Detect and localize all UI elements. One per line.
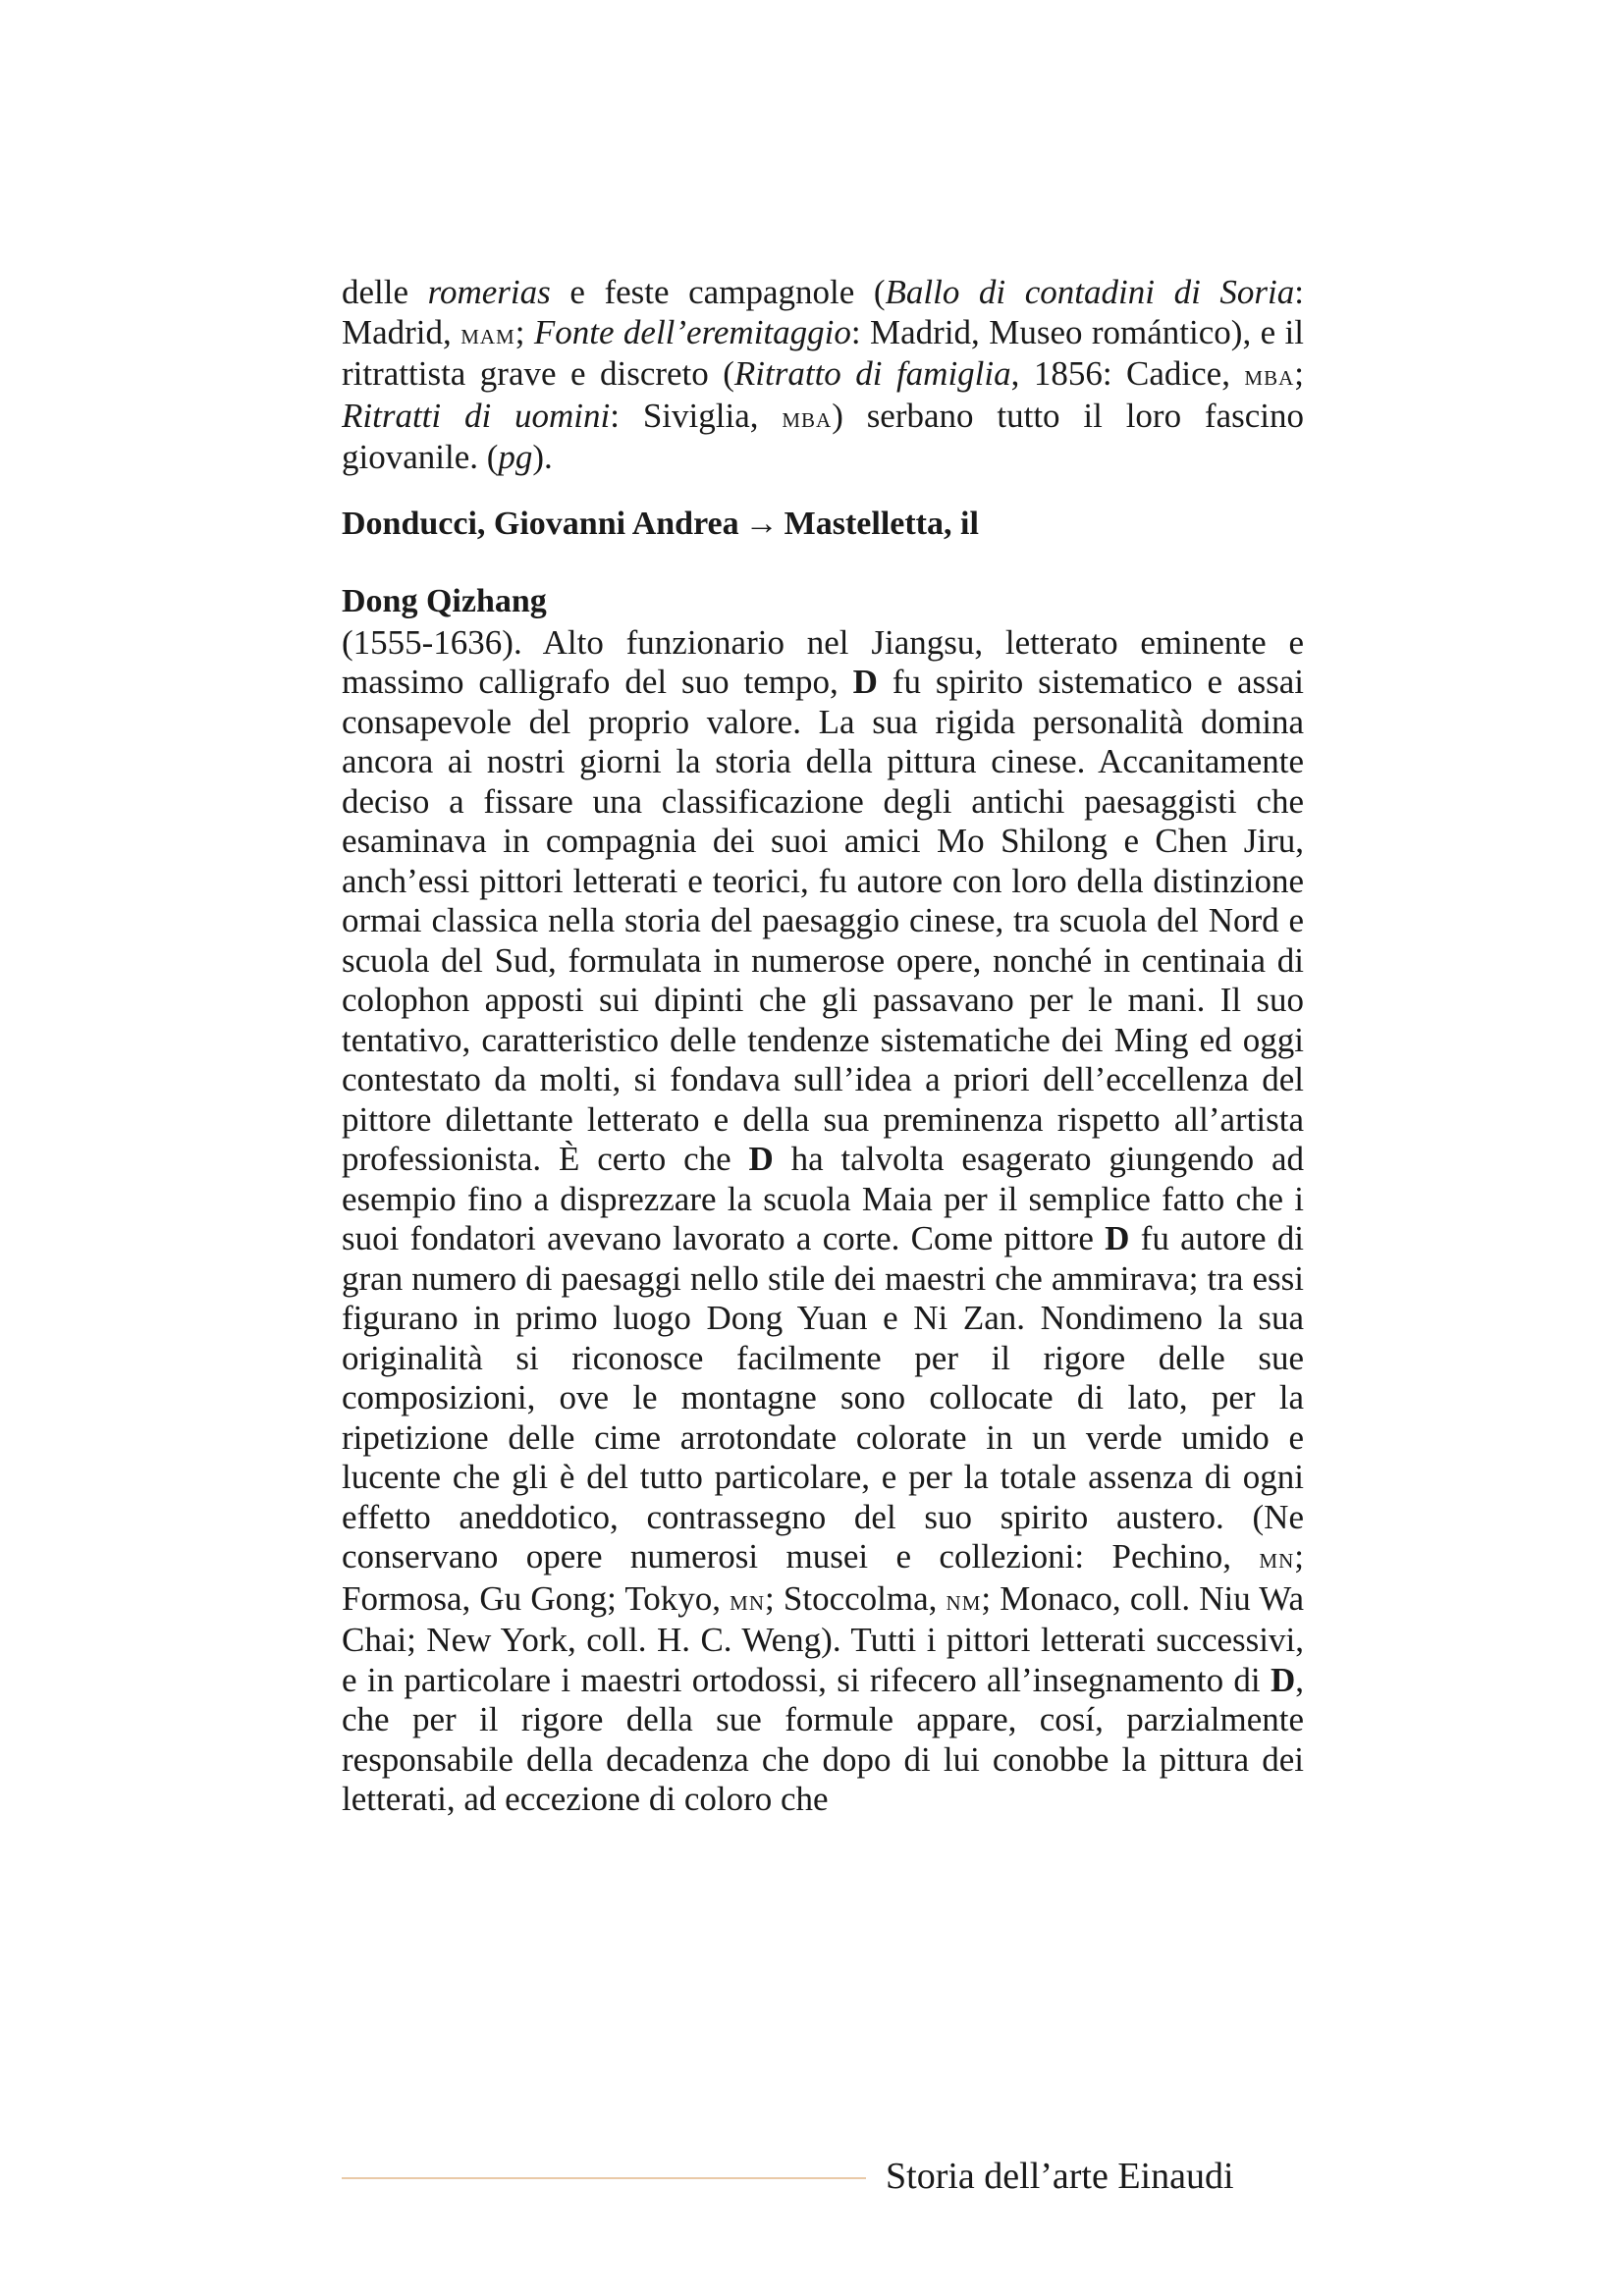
text-run: ; Formosa, Gu Gong; Tokyo, [342,1537,1304,1618]
museum-abbreviation: mba [782,400,833,434]
italic-term: romerias [427,273,551,311]
subject-abbreviation: D [748,1140,774,1178]
author-initials: pg [498,438,533,476]
xref-target: Mastelletta, il [784,505,979,542]
text-run: delle [342,273,428,311]
text-run: e feste campagnole ( [550,273,886,311]
artwork-title: Fonte dell’eremitaggio [533,312,851,351]
museum-abbreviation: mn [730,1583,766,1617]
entry-body [342,623,1304,1820]
text-run: ; Stoccolma, [765,1578,947,1618]
text-column [342,273,1304,1820]
artwork-title: Ritratto di famiglia [733,354,1011,393]
artwork-title: Ballo di contadini di Soria [885,273,1295,311]
footer-rule [342,2177,866,2179]
text-run: (1555-1636). Alto funzionario nel Jiangsu, letterato eminente e massimo calligrafo del suo tempo, [342,622,1304,701]
cross-reference-heading [342,505,1304,544]
entry-heading: Dong Qizhang [342,582,547,619]
museum-abbreviation: nm [946,1583,982,1617]
museum-abbreviation: mba [1244,359,1295,392]
text-run: : Madrid, [342,273,1304,351]
xref-name: Donducci, Giovanni Andrea [342,505,739,542]
arrow-icon: → [744,505,779,542]
footer-title: Storia dell’arte Einaudi [886,2156,1234,2197]
museum-abbreviation: mn [1259,1542,1295,1575]
text-run: : Siviglia, [610,396,783,435]
subject-abbreviation: D [1105,1219,1130,1257]
subject-abbreviation: D [1270,1660,1296,1699]
text-run: ; [514,312,534,351]
subject-abbreviation: D [852,663,878,701]
text-run: , che per il rigore della sue formule appare, cosí, parzialmente responsabile della decadenza che dopo di lui conobbe la pittura dei letterati, ad eccezione di coloro che [342,1660,1304,1818]
text-run: fu autore di gran numero di paesaggi nello stile dei maestri che ammirava; tra essi figurano in primo luogo Dong Yuan e Ni Zan. Nondimeno la sua originalità si riconosce facilmente per il rigore delle sue composizioni, ove le montagne sono collocate di lato, per la ripetizione delle cime arrotondate colorate in un verde umido e lucente che gli è del tutto particolare, e per la totale assenza di ogni effetto aneddotico, contrassegno del suo spirito austero. (Ne conservano opere numerosi musei e collezioni: Pechino, [342,1219,1305,1575]
museum-abbreviation: mam [460,317,515,350]
text-run: ha talvolta esagerato giungendo ad esempio fino a disprezzare la scuola Maia per il semplice fatto che i suoi fondatori avevano lavorato a corte. Come pittore [342,1140,1305,1257]
previous-entry-continuation [342,273,1304,478]
text-run: , 1856: Cadice, [1010,354,1245,393]
text-run: ; [1294,354,1304,393]
text-run: ) serbano tutto il loro fascino giovanile. ( [342,396,1304,476]
text-run: ). [532,438,553,476]
artwork-title: Ritratti di uomini [342,396,611,435]
text-run: : Madrid, Museo romántico), e il ritrattista grave e discreto ( [342,312,1304,393]
text-run: fu spirito sistematico e assai consapevole del proprio valore. La sua rigida personalità domina ancora ai nostri giorni la storia della pittura cinese. Accanitamente deciso a fissare una classificazione degli antichi paesaggisti che esaminava in compagnia dei suoi amici Mo Shilong e Chen Jiru, anch’essi pittori letterati e teorici, fu autore con loro della distinzione ormai classica nella storia del paesaggio cinese, tra scuola del Nord e scuola del Sud, formulata in numerose opere, nonché in centinaia di colophon apposti sui dipinti che gli passavano per le mani. Il suo tentativo, caratteristico delle tendenze sistematiche dei Ming ed oggi contestato da molti, si fondava sull’idea a priori dell’eccellenza del pittore dilettante letterato e della sua preminenza rispetto all’artista professionista. È certo che [342,663,1304,1178]
text-run: ; Monaco, coll. Niu Wa Chai; New York, coll. H. C. Weng). Tutti i pittori letterati successivi, e in particolare i maestri ortodossi, si rifecero all’insegnamento di [342,1578,1304,1699]
